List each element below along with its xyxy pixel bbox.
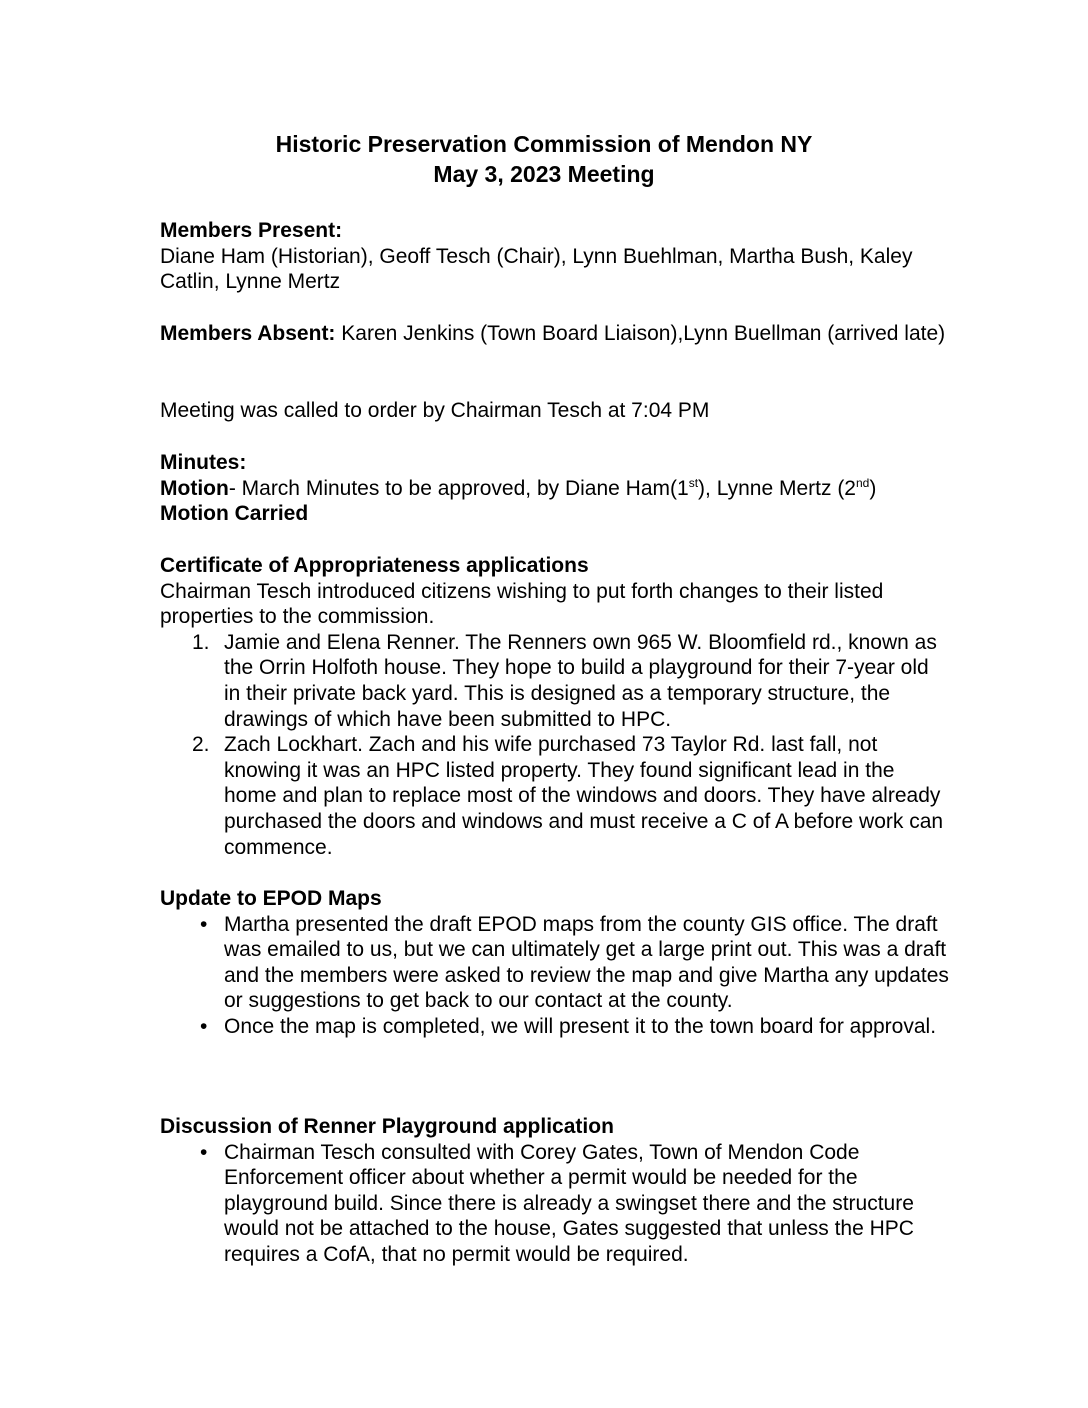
coa-list <box>160 630 950 860</box>
motion-text: - March Minutes to be approved, by Diane Ham(1 <box>228 476 689 500</box>
motion-label: Motion <box>160 476 229 500</box>
list-item-text: Jamie and Elena Renner. The Renners own 965 W. Bloomfield rd., known as the Orrin Holfoth house. They hope to build a playground for their 7-year old in their private back yard. This is designed as a temporary structure, the drawings of which have been submitted to HPC. <box>224 630 937 731</box>
epod-heading: Update to EPOD Maps <box>160 887 382 910</box>
members-present-heading: Members Present: <box>160 219 343 242</box>
minutes-section <box>160 450 950 527</box>
document-title: Historic Preservation Commission of Mendon NY <box>275 131 813 157</box>
coa-heading: Certificate of Appropriateness applications <box>160 554 589 577</box>
list-item <box>160 732 950 860</box>
call-to-order: Meeting was called to order by Chairman Tesch at 7:04 PM <box>160 399 710 422</box>
members-present-text: Diane Ham (Historian), Geoff Tesch (Chair), Lynn Buehlman, Martha Bush, Kaley Catlin, Lynne Mertz <box>160 244 913 294</box>
motion-text-second: ), Lynne Mertz (2 <box>698 476 856 500</box>
motion-carried: Motion Carried <box>160 502 309 526</box>
list-item <box>160 1140 950 1268</box>
list-item-text: Zach Lockhart. Zach and his wife purchased 73 Taylor Rd. last fall, not knowing it was an HPC listed property. They found significant lead in the home and plan to replace most of the windows and doors. They have already purchased the doors and windows and must receive a C of A before work can commence. <box>224 733 944 859</box>
members-absent-heading: Members Absent: <box>160 322 336 345</box>
epod-section <box>160 886 950 1040</box>
minutes-motion <box>160 476 950 502</box>
renner-heading: Discussion of Renner Playground application <box>160 1115 614 1138</box>
meeting-date: May 3, 2023 Meeting <box>433 161 655 187</box>
list-item <box>160 912 950 1014</box>
members-present-section <box>160 218 950 295</box>
members-absent-text: Karen Jenkins (Town Board Liaison),Lynn Buellman (arrived late) <box>335 322 946 345</box>
list-item-text: Chairman Tesch consulted with Corey Gates, Town of Mendon Code Enforcement officer about whether a permit would be needed for the playground build. Since there is already a swingset there and the structure would not be attached to the house, Gates suggested that unless the HPC requires a CofA, that no permit would be required. <box>224 1140 914 1266</box>
renner-section <box>160 1114 950 1268</box>
superscript-2nd: nd <box>856 475 870 490</box>
list-number: 1. <box>192 630 210 654</box>
list-item-text: Once the map is completed, we will present it to the town board for approval. <box>224 1014 937 1038</box>
bullet-icon: • <box>200 1140 208 1164</box>
list-item <box>160 1014 950 1040</box>
members-absent-section <box>160 321 950 347</box>
coa-section <box>160 553 950 860</box>
superscript-1st: st <box>688 475 699 490</box>
epod-list <box>160 912 950 1040</box>
renner-list <box>160 1140 950 1268</box>
list-item-text: Martha presented the draft EPOD maps from the county GIS office. The draft was emailed to us, but we can ultimately get a large print out. This was a draft and the members were asked to review the map and give Martha any updates or suggestions to get back to our contact at the county. <box>224 912 949 1013</box>
list-item <box>160 630 950 732</box>
list-number: 2. <box>192 733 210 757</box>
motion-text-end: ) <box>869 476 877 500</box>
bullet-icon: • <box>200 912 208 936</box>
bullet-icon: • <box>200 1014 208 1038</box>
coa-intro: Chairman Tesch introduced citizens wishing to put forth changes to their listed properties to the commission. <box>160 579 884 629</box>
minutes-heading: Minutes: <box>160 451 247 474</box>
